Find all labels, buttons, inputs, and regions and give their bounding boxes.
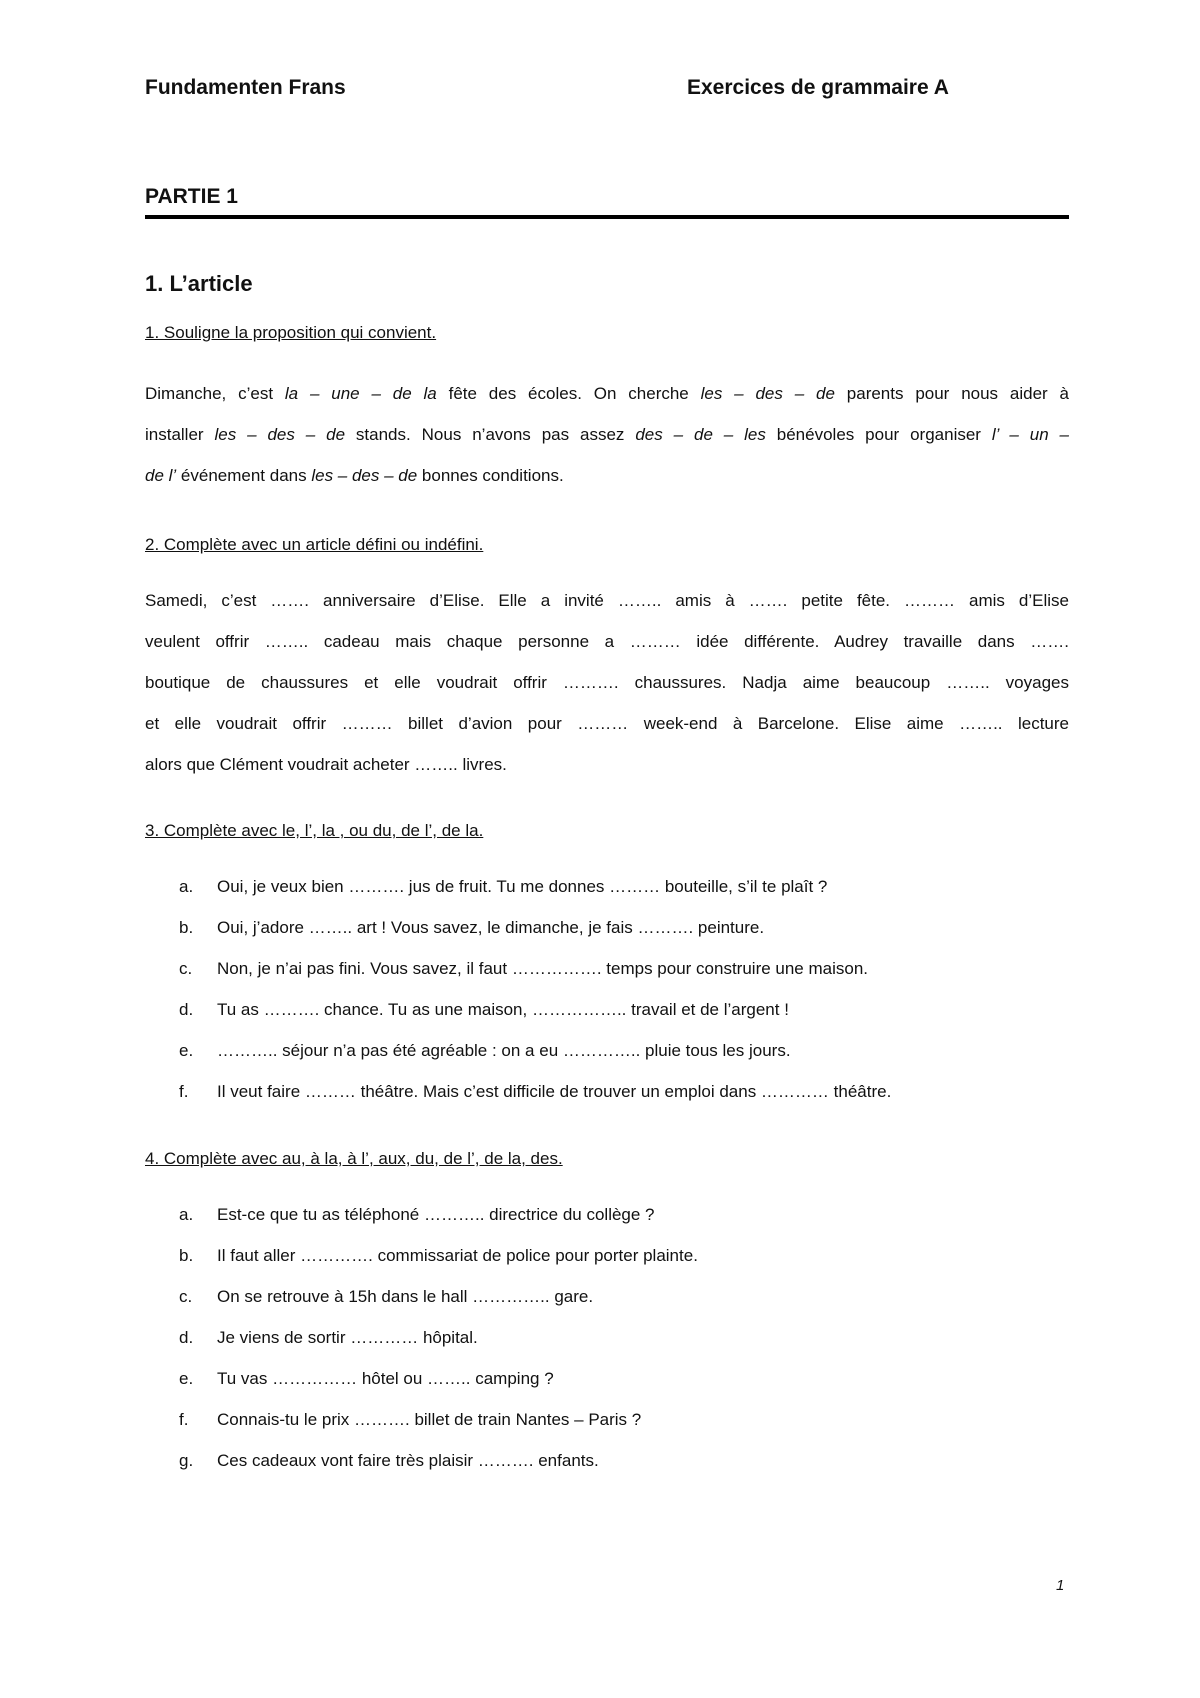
exercise-2-line: alors que Clément voudrait acheter …….. livres. — [145, 755, 507, 774]
list-item — [145, 1440, 1069, 1481]
list-item — [145, 1030, 1069, 1071]
item-text: Je viens de sortir ………… hôpital. — [217, 1328, 478, 1347]
item-marker: e. — [179, 1369, 194, 1388]
list-item — [145, 1194, 1069, 1235]
item-text: Il faut aller …………. commissariat de police pour porter plainte. — [217, 1246, 698, 1265]
partie-heading: PARTIE 1 — [145, 185, 238, 208]
exercise-1-line: Dimanche, c’est la – une – de la fête des écoles. On cherche les – des – de parents pour nous aider à — [145, 384, 1069, 403]
choice-options: des – de – les — [635, 425, 766, 444]
choice-options: l’ – un – — [991, 425, 1069, 444]
exercise-2-line: et elle voudrait offrir ……… billet d’avion pour ……… week-end à Barcelone. Elise aime …….. lecture — [145, 714, 1069, 733]
choice-options: les – des – de — [311, 466, 418, 485]
exercise-2-paragraph — [145, 580, 1069, 785]
exercise-4-list — [145, 1194, 1069, 1481]
item-text: Connais-tu le prix ………. billet de train Nantes – Paris ? — [217, 1410, 642, 1429]
item-marker: e. — [179, 1041, 194, 1060]
page-number: 1 — [1056, 1577, 1065, 1594]
exercise-3-list — [145, 866, 1069, 1112]
list-item — [145, 907, 1069, 948]
list-item — [145, 1071, 1069, 1112]
exercise-2-line: boutique de chaussures et elle voudrait offrir ………. chaussures. Nadja aime beaucoup …….. voyages — [145, 673, 1069, 692]
item-marker: d. — [179, 1328, 194, 1347]
item-marker: c. — [179, 959, 193, 978]
item-text: ……….. séjour n’a pas été agréable : on a eu ………….. pluie tous les jours. — [217, 1041, 791, 1060]
item-text: Tu as ………. chance. Tu as une maison, …………….. travail et de l’argent ! — [217, 1000, 789, 1019]
exercise-1-title: 1. Souligne la proposition qui convient. — [145, 323, 437, 342]
list-item — [145, 948, 1069, 989]
header-exercise-title: Exercices de grammaire A — [687, 76, 949, 99]
item-text: Oui, je veux bien ………. jus de fruit. Tu me donnes ……… bouteille, s’il te plaît ? — [217, 877, 828, 896]
item-marker: a. — [179, 877, 194, 896]
list-item — [145, 866, 1069, 907]
exercise-2-line: veulent offrir …….. cadeau mais chaque personne a ……… idée différente. Audrey travaille dans ……. — [145, 632, 1069, 651]
choice-options: les – des – de — [214, 425, 346, 444]
list-item — [145, 1358, 1069, 1399]
exercise-2-title: 2. Complète avec un article défini ou indéfini. — [145, 535, 484, 554]
item-marker: b. — [179, 1246, 194, 1265]
list-item — [145, 1276, 1069, 1317]
item-marker: g. — [179, 1451, 194, 1470]
list-item — [145, 989, 1069, 1030]
item-marker: a. — [179, 1205, 194, 1224]
choice-options: les – des – de — [700, 384, 835, 403]
item-text: Non, je n’ai pas fini. Vous savez, il faut ……………. temps pour construire une maison. — [217, 959, 869, 978]
choice-options: la – une – de la — [284, 384, 437, 403]
exercise-1-paragraph — [145, 373, 1069, 496]
list-item — [145, 1399, 1069, 1440]
choice-options: de l’ — [145, 466, 177, 485]
heading-rule — [145, 215, 1069, 219]
item-marker: c. — [179, 1287, 193, 1306]
header-course-title: Fundamenten Frans — [145, 76, 346, 99]
list-item — [145, 1235, 1069, 1276]
exercise-1-line: installer les – des – de stands. Nous n’avons pas assez des – de – les bénévoles pour organiser l’ – un – — [145, 425, 1069, 444]
exercise-4-title: 4. Complète avec au, à la, à l’, aux, du, de l’, de la, des. — [145, 1149, 563, 1168]
exercise-3-title: 3. Complète avec le, l’, la , ou du, de l’, de la. — [145, 821, 484, 840]
item-marker: d. — [179, 1000, 194, 1019]
exercise-2-line: Samedi, c’est ……. anniversaire d’Elise. Elle a invité …….. amis à ……. petite fête. ……… amis d’Elise — [145, 591, 1069, 610]
item-text: Est-ce que tu as téléphoné ……….. directrice du collège ? — [217, 1205, 655, 1224]
list-item — [145, 1317, 1069, 1358]
item-text: Il veut faire ……… théâtre. Mais c’est difficile de trouver un emploi dans ………… théâtre. — [217, 1082, 892, 1101]
item-text: Tu vas …………… hôtel ou …….. camping ? — [217, 1369, 554, 1388]
item-text: On se retrouve à 15h dans le hall ………….. gare. — [217, 1287, 594, 1306]
item-marker: f. — [179, 1082, 189, 1101]
item-marker: b. — [179, 918, 194, 937]
section-title: 1. L’article — [145, 271, 253, 296]
item-text: Ces cadeaux vont faire très plaisir ………. enfants. — [217, 1451, 599, 1470]
item-marker: f. — [179, 1410, 189, 1429]
exercise-1-line: de l’ événement dans les – des – de bonnes conditions. — [145, 466, 564, 485]
page-header — [145, 76, 1069, 106]
item-text: Oui, j’adore …….. art ! Vous savez, le dimanche, je fais ………. peinture. — [217, 918, 765, 937]
